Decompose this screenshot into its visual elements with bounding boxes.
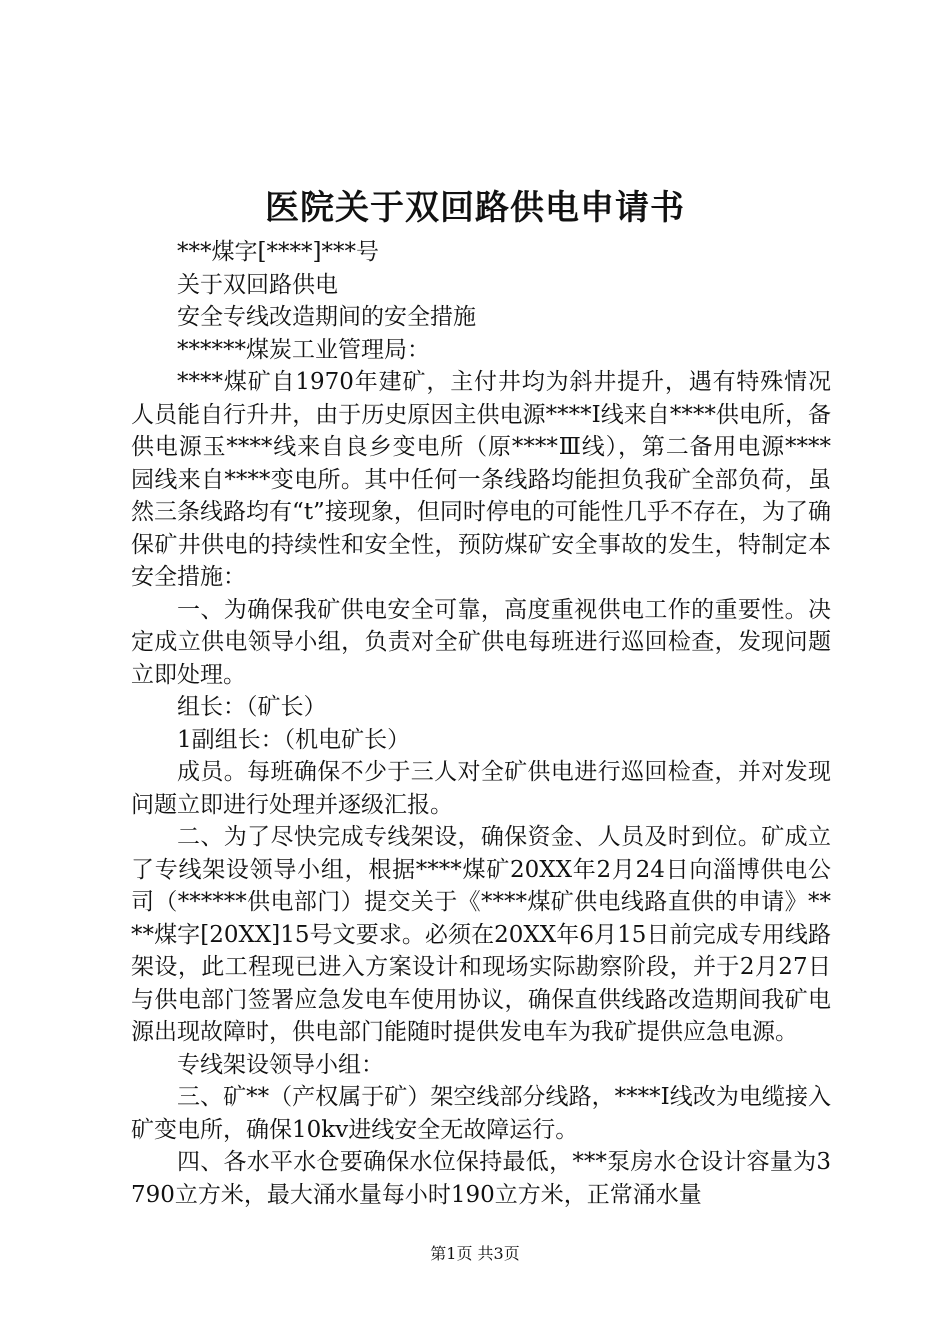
intro-paragraph: ****煤矿自1970年建矿，主付井均为斜井提升，遇有特殊情况人员能自行升井，由于历史原因主供电源****Ⅰ线来自****供电所，备供电源玉****线来自良乡变电所（原****Ⅲ线），第二备用电源****园线来自****变电所。其中任何一条线路均能担负我矿全部负荷，虽然三条线路均有“t”接现象，但同时停电的可能性几乎不存在，为了确保矿井供电的持续性和安全性，预防煤矿安全事故的发生，特制定本安全措施： [131,369,831,590]
measure-two-paragraph: 二、为了尽快完成专线架设，确保资金、人员及时到位。矿成立了专线架设领导小组，根据****煤矿20XX年2月24日向淄博供电公司（******供电部门）提交关于《****煤矿供电线路直供的申请》****煤字[20XX]15号文要求。必须在20XX年6月15日前完成专用线路架设，此工程现已进入方案设计和现场实际勘察阶段，并于2月27日与供电部门签署应急发电车使用协议，确保直供线路改造期间我矿电源出现故障时，供电部门能随时提供发电车为我矿提供应急电源。 [131,824,831,1045]
members-paragraph: 成员。每班确保不少于三人对全矿供电进行巡回检查，并对发现问题立即进行处理并逐级汇报。 [131,759,831,818]
construction-group-line: 专线架设领导小组： [177,1051,384,1078]
team-leader-line: 组长：（矿长） [177,694,327,720]
measure-three-paragraph: 三、矿**（产权属于矿）架空线部分线路，****Ⅰ线改为电缆接入矿变电所，确保10kv进线安全无故障运行。 [131,1084,831,1143]
recipient-line: ******煤炭工业管理局： [177,336,430,363]
measure-four-paragraph: 四、各水平水仓要确保水位保持最低，***泵房水仓设计容量为3790立方米，最大涌水量每小时190立方米，正常涌水量 [131,1149,831,1208]
measure-one-paragraph: 一、为确保我矿供电安全可靠，高度重视供电工作的重要性。决定成立供电领导小组，负责对全矿供电每班进行巡回检查，发现问题立即处理。 [131,596,831,688]
deputy-leader-line: 1副组长：（机电矿长） [177,726,411,753]
document-body [131,236,831,1211]
document-number: ***煤字[****]***号 [177,239,379,265]
document-title: 医院关于双回路供电申请书 [265,188,685,228]
page-number: 第1页 共3页 [430,1244,520,1263]
subject-line-2: 安全专线改造期间的安全措施 [177,304,476,330]
subject-line-1: 关于双回路供电 [177,271,338,298]
